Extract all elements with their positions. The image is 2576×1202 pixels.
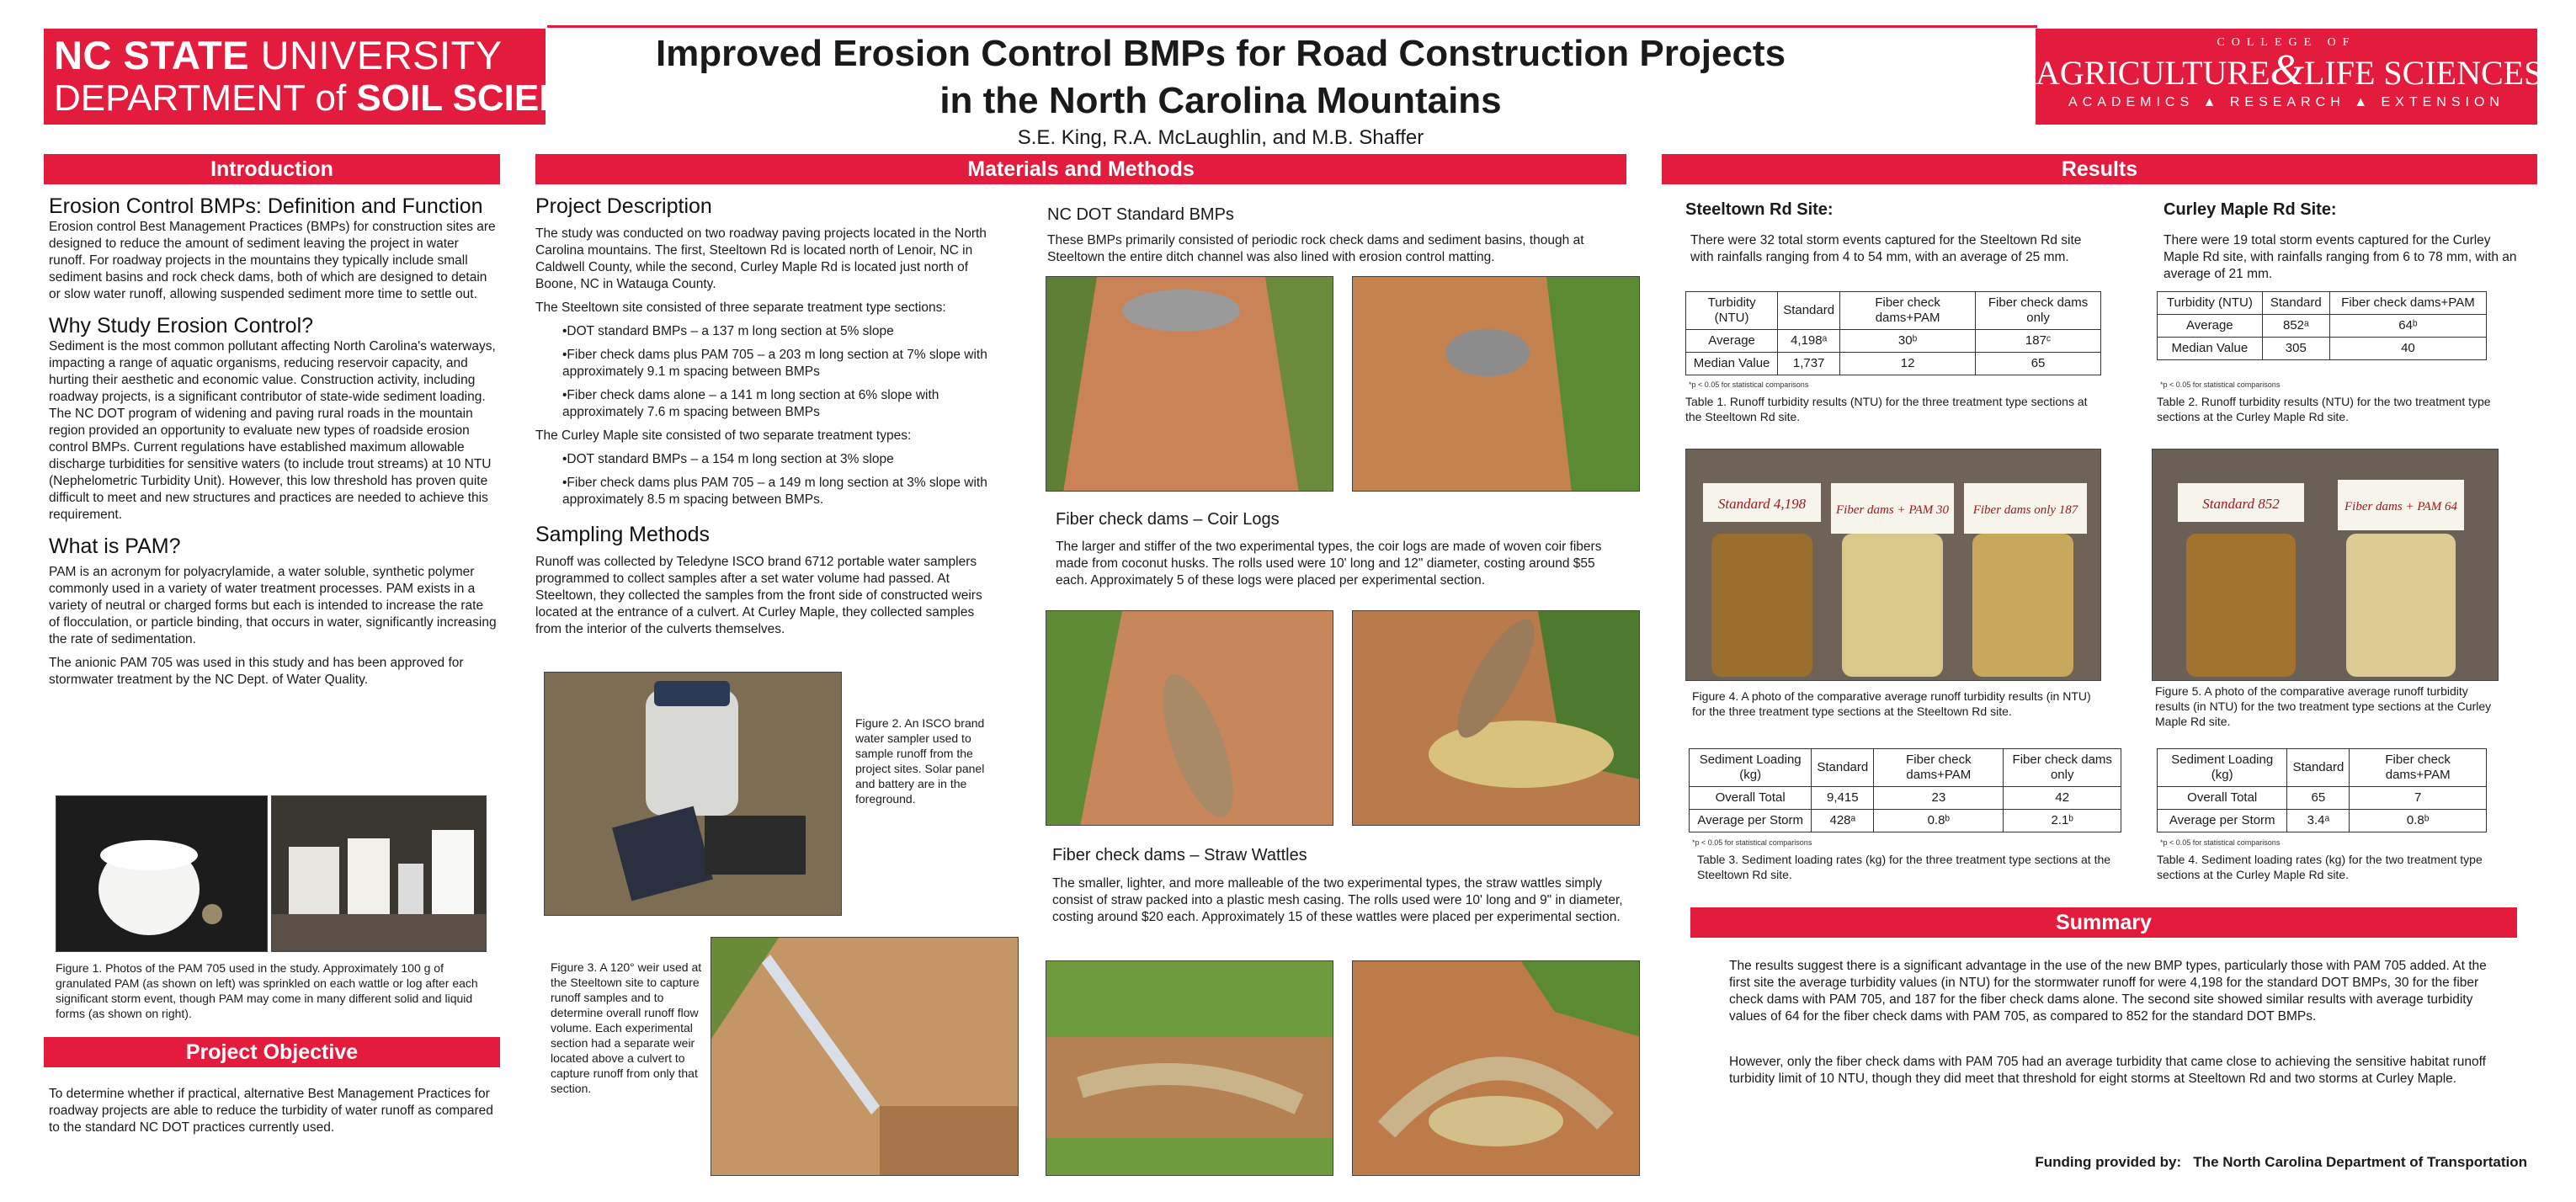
turbidity-jars-image — [1686, 449, 2101, 681]
straw-wattle-photo-2 — [1352, 960, 1640, 1176]
logo-nc-state: NC STATE — [54, 33, 250, 77]
poster-title — [589, 30, 1852, 125]
table-1-caption: Table 1. Runoff turbidity results (NTU) for the three treatment type sections at the Steeltown Rd site. — [1685, 395, 2088, 423]
straw-wattle-image-2 — [1353, 961, 1640, 1176]
objective-text: To determine whether if practical, alternative Best Management Practices for roadway projects are able to reduce the turbidity of water runoff as compared to the standard NC DOT practices currently used. — [49, 1087, 493, 1135]
table-cell: 1,737 — [1778, 353, 1840, 375]
table-cell: Fiber check dams+PAM — [1840, 292, 1976, 330]
steeltown-heading: Steeltown Rd Site: — [1685, 200, 1834, 219]
table-3-note: *p < 0.05 for statistical comparisons — [1692, 838, 1812, 847]
pam-jar-image — [56, 796, 268, 952]
table-cell: Average per Storm — [1690, 810, 1812, 832]
steeltown-item-1: •DOT standard BMPs – a 137 m long section at 5% slope — [562, 324, 894, 338]
logo-department: DEPARTMENT of — [54, 77, 357, 119]
straw-wattle-heading: Fiber check dams – Straw Wattles — [1052, 846, 1307, 864]
table-cell: 40 — [2329, 338, 2486, 360]
table-2-caption: Table 2. Runoff turbidity results (NTU) for the two treatment type sections at the Curley Maple Rd site. — [2157, 395, 2491, 423]
methods-text-description: The study was conducted on two roadway paving projects located in the North Carolina mountains. The first, Steeltown Rd is located north of Lenoir, NC in Caldwell County, while the second, Curley Maple Rd is located just north of Boone, NC in Watauga County. — [535, 226, 987, 291]
table-2-note: *p < 0.05 for statistical comparisons — [2160, 380, 2281, 389]
table-cell: Average — [2158, 315, 2263, 338]
intro-text-pam-705: The anionic PAM 705 was used in this study and has been approved for stormwater treatment by the NC Dept. of Water Quality. — [49, 656, 464, 687]
straw-wattle-image-1 — [1046, 961, 1333, 1176]
logo-soil-science: SOIL SCIENCE — [356, 77, 618, 119]
rock-check-dam-image-2 — [1353, 277, 1640, 492]
title-line-2: in the North Carolina Mountains — [939, 80, 1502, 121]
methods-text-curley: The Curley Maple site consisted of two separate treatment types: — [535, 428, 912, 443]
cals-life-sciences: LIFE SCIENCES — [2304, 54, 2543, 92]
coir-log-photo-1 — [1046, 610, 1333, 826]
summary-text-1: The results suggest there is a significant advantage in the use of the new BMP types, particularly those with PAM 705 added. At the first site the average turbidity values (in NTU) for the stormwater runoff for were 4,198 for the standard DOT BMPs, 30 for the fiber check dams with PAM 705, and 187 for the fiber check dams alone. The second site showed similar results with average turbidity values of 64 for the fiber check dams with PAM 705, as compared to 852 for the standard DOT BMPs. — [1729, 959, 2487, 1024]
table-cell: Sediment Loading (kg) — [1690, 749, 1812, 787]
jar-label-pam-curley: Fiber dams + PAM 64 — [2344, 500, 2458, 513]
table-cell: Average per Storm — [2158, 810, 2287, 832]
table-cell: Median Value — [2158, 338, 2263, 360]
coir-log-image-1 — [1046, 611, 1333, 826]
table-row — [1686, 292, 2101, 330]
methods-text-steeltown: The Steeltown site consisted of three separate treatment type sections: — [535, 300, 946, 315]
table-2-turbidity-curley — [2157, 291, 2487, 360]
funding-line — [1936, 1153, 2527, 1172]
pam-granules-photo — [56, 795, 268, 952]
table-cell: 23 — [1874, 787, 2004, 810]
cals-logo — [2036, 29, 2543, 125]
pam-containers-image — [272, 796, 487, 952]
turbidity-jars-image-2 — [2153, 449, 2499, 681]
top-rule — [547, 25, 2037, 28]
table-cell: Standard — [1812, 749, 1874, 787]
table-row — [1686, 330, 2101, 353]
table-cell: 2.1ᵇ — [2004, 810, 2121, 832]
intro-text-definition: Erosion control Best Management Practices (BMPs) for construction sites are designed to reduce the amount of sediment leaving the project in water runoff. For roadway projects in the mountains they typically include small sediment basins and rock check dams, both of which are designed to detain or slow water runoff, allowing suspended sediment more time to settle out. — [49, 220, 496, 301]
table-1-note: *p < 0.05 for statistical comparisons — [1689, 380, 1809, 389]
jar-label-standard: Standard 4,198 — [1717, 496, 1807, 512]
table-cell: 65 — [1976, 353, 2101, 375]
methods-heading-sampling: Sampling Methods — [535, 523, 711, 546]
ncsu-logo — [44, 29, 618, 125]
methods-text-sampling: Runoff was collected by Teledyne ISCO brand 6712 portable water samplers programmed to collect samples after a set water volume had passed. At Steeltown, they collected the samples from the front side of constructed weirs located at the entrance of a culvert. At Curley Maple, they collected samples from the interior of the culverts themselves. — [535, 555, 982, 636]
table-cell: 64ᵇ — [2329, 315, 2486, 338]
table-cell: Fiber check dams+PAM — [1874, 749, 2004, 787]
funding-label: Funding provided by: — [2035, 1154, 2182, 1170]
table-row — [2158, 338, 2487, 360]
table-row — [1690, 810, 2121, 832]
methods-heading-description: Project Description — [535, 194, 712, 218]
jar-label-standard-curley: Standard 852 — [2202, 496, 2280, 512]
cals-tagline: ACADEMICS ▲ RESEARCH ▲ EXTENSION — [2068, 95, 2504, 109]
intro-text-pam: PAM is an acronym for polyacrylamide, a water soluble, synthetic polymer commonly used in a variety of water treatment processes. PAM exists in a variety of neutral or charged forms but each is intended to increase the rate of flocculation, or particle binding, that occurs in water, significantly increasing the rate of sedimentation. — [49, 565, 497, 646]
jar-label-only: Fiber dams only 187 — [1972, 503, 2078, 517]
coir-log-heading: Fiber check dams – Coir Logs — [1056, 510, 1280, 529]
figure-1-caption: Figure 1. Photos of the PAM 705 used in the study. Approximately 100 g of granulated PAM (as shown on left) was sprinkled on each wattle or log after each significant storm event, though PAM may come in many different solid and liquid forms (as shown on right). — [56, 961, 478, 1020]
intro-heading-definition: Erosion Control BMPs: Definition and Function — [49, 194, 483, 218]
table-cell: 42 — [2004, 787, 2121, 810]
dot-bmp-heading: NC DOT Standard BMPs — [1047, 205, 1234, 224]
table-4-note: *p < 0.05 for statistical comparisons — [2160, 838, 2281, 847]
intro-column — [49, 194, 497, 689]
figure-2-caption: Figure 2. An ISCO brand water sampler used to sample runoff from the project sites. Solar panel and battery are in the foreground. — [855, 716, 985, 806]
jar-label-pam: Fiber dams + PAM 30 — [1835, 503, 1950, 517]
straw-wattle-text: The smaller, lighter, and more malleable of the two experimental types, the straw wattles simply consist of straw packed into a plastic mesh casing. The rolls used were 10' long and 9" in diameter, costing around $20 each. Approximately 15 of these wattles were placed per experimental section. — [1052, 876, 1623, 924]
table-cell: 12 — [1840, 353, 1976, 375]
table-cell: Standard — [2287, 749, 2350, 787]
table-cell: Turbidity (NTU) — [2158, 292, 2263, 315]
dot-bmp-photo-2 — [1352, 276, 1640, 492]
summary-header: Summary — [1690, 907, 2517, 938]
table-cell: Turbidity (NTU) — [1686, 292, 1778, 330]
curley-heading: Curley Maple Rd Site: — [2164, 200, 2337, 219]
results-header: Results — [1662, 154, 2537, 184]
intro-heading-why: Why Study Erosion Control? — [49, 314, 314, 338]
rock-check-dam-image-1 — [1046, 277, 1333, 492]
table-cell: 852ᵃ — [2262, 315, 2329, 338]
table-row — [2158, 292, 2487, 315]
table-cell: Overall Total — [1690, 787, 1812, 810]
table-cell: Fiber check dams+PAM — [2350, 749, 2487, 787]
curley-item-2: •Fiber check dams plus PAM 705 – a 149 m long section at 3% slope with approximately 8.5 m spacing between BMPs. — [562, 476, 987, 507]
table-cell: Fiber check dams only — [2004, 749, 2121, 787]
table-cell: Standard — [1778, 292, 1840, 330]
objective-header: Project Objective — [44, 1037, 500, 1067]
curley-item-1: •DOT standard BMPs – a 154 m long section at 3% slope — [562, 452, 894, 466]
title-line-1: Improved Erosion Control BMPs for Road Construction Projects — [655, 33, 1786, 74]
cals-agriculture: AGRICULTURE — [2036, 54, 2270, 92]
table-row — [1686, 353, 2101, 375]
table-cell: 30ᵇ — [1840, 330, 1976, 353]
table-row — [1690, 787, 2121, 810]
cals-ampersand: & — [2270, 46, 2304, 94]
isco-sampler-image — [545, 673, 842, 916]
steeltown-summary: There were 32 total storm events captured for the Steeltown Rd site with rainfalls ranging from 4 to 54 mm, with an average of 25 mm. — [1690, 233, 2082, 264]
table-row — [2158, 749, 2487, 787]
table-cell: Fiber check dams only — [1976, 292, 2101, 330]
table-cell: Average — [1686, 330, 1778, 353]
table-cell: 428ᵃ — [1812, 810, 1874, 832]
figure-4-caption: Figure 4. A photo of the comparative average runoff turbidity results (in NTU) for the three treatment type sections at the Steeltown Rd site. — [1692, 689, 2091, 718]
table-cell: 65 — [2287, 787, 2350, 810]
table-cell: Sediment Loading (kg) — [2158, 749, 2287, 787]
table-cell: 0.8ᵇ — [1874, 810, 2004, 832]
table-cell: 9,415 — [1812, 787, 1874, 810]
table-cell: Standard — [2262, 292, 2329, 315]
figure-3-caption: Figure 3. A 120° weir used at the Steeltown site to capture runoff samples and to determine overall runoff flow volume. Each experimental section had a separate weir located above a culvert to capture runoff from only that section. — [551, 960, 702, 1095]
figure-5-caption: Figure 5. A photo of the comparative average runoff turbidity results (in NTU) for the two treatment type sections at the Curley Maple Rd site. — [2155, 684, 2492, 728]
coir-log-photo-2 — [1352, 610, 1640, 826]
curley-summary: There were 19 total storm events captured for the Curley Maple Rd site, with rainfalls ranging from 6 to 78 mm, with an average of 21 mm. — [2164, 233, 2517, 281]
table-4-sediment-curley — [2157, 748, 2487, 832]
intro-heading-pam: What is PAM? — [49, 535, 181, 558]
table-row — [1690, 749, 2121, 787]
table-row — [2158, 810, 2487, 832]
isco-sampler-photo — [544, 672, 842, 916]
table-cell: Median Value — [1686, 353, 1778, 375]
steeltown-item-3: •Fiber check dams alone – a 141 m long section at 6% slope with approximately 7.6 m spacing between BMPs — [562, 388, 939, 419]
cals-college-of: COLLEGE OF — [2217, 36, 2356, 49]
table-4-caption: Table 4. Sediment loading rates (kg) for the two treatment type sections at the Curley Maple Rd site. — [2157, 853, 2483, 881]
table-cell: 7 — [2350, 787, 2487, 810]
table-cell: 305 — [2262, 338, 2329, 360]
methods-header: Materials and Methods — [535, 154, 1626, 184]
table-cell: Overall Total — [2158, 787, 2287, 810]
steeltown-jars-photo — [1685, 449, 2101, 681]
table-cell: 4,198ᵃ — [1778, 330, 1840, 353]
coir-log-image-2 — [1353, 611, 1640, 826]
coir-log-text: The larger and stiffer of the two experimental types, the coir logs are made of woven coir fibers made from coconut husks. The rolls used were 10' long and 12" diameter, costing around $55 each. Approximately 5 of these logs were placed per experimental section. — [1056, 540, 1602, 588]
curley-jars-photo — [2152, 449, 2499, 681]
table-row — [2158, 315, 2487, 338]
authors: S.E. King, R.A. McLaughlin, and M.B. Shaffer — [1017, 126, 1424, 149]
table-cell: 3.4ᵃ — [2287, 810, 2350, 832]
dot-bmp-photo-1 — [1046, 276, 1333, 492]
table-cell: Fiber check dams+PAM — [2329, 292, 2486, 315]
dot-bmp-text: These BMPs primarily consisted of periodic rock check dams and sediment basins, though at Steeltown the entire ditch channel was also lined with erosion control matting. — [1047, 233, 1584, 264]
intro-text-why: Sediment is the most common pollutant affecting North Carolina's waterways, impacting a range of aquatic organisms, reducing reservoir capacity, and hurting their aesthetic and economic value. Construction activity, including roadway projects, is a significant contributor of state-wide sediment loading. The NC DOT program of widening and paving rural roads in the mountain region provided an opportunity to evaluate new types of roadside erosion control BMPs. Current regulations have established maximum allowable discharge turbidities for sensitive waters (to include trout streams) at 10 NTU (Nephelometric Turbidity Unit). However, this low threshold has proven quite difficult to meet and new structures and practices are needed to achieve this requirement. — [49, 339, 496, 522]
weir-photo — [711, 937, 1019, 1176]
table-3-sediment-steeltown — [1689, 748, 2121, 832]
weir-image — [711, 938, 1019, 1176]
summary-text-2: However, only the fiber check dams with PAM 705 had an average turbidity that came close to achieving the sensitive habitat runoff turbidity limit of 10 NTU, though they did meet that threshold for eight storms at Steeltown Rd and two storms at Curley Maple. — [1729, 1055, 2486, 1086]
table-3-caption: Table 3. Sediment loading rates (kg) for the three treatment type sections at the Steeltown Rd site. — [1697, 853, 2111, 881]
table-cell: 0.8ᵇ — [2350, 810, 2487, 832]
table-row — [2158, 787, 2487, 810]
pam-products-photo — [271, 795, 487, 952]
logo-university: UNIVERSITY — [249, 33, 503, 77]
methods-left-column — [535, 194, 997, 638]
intro-header: Introduction — [44, 154, 500, 184]
funding-org: The North Carolina Department of Transportation — [2193, 1154, 2527, 1170]
table-1-turbidity-steeltown — [1685, 291, 2101, 375]
straw-wattle-photo-1 — [1046, 960, 1333, 1176]
table-cell: 187ᶜ — [1976, 330, 2101, 353]
steeltown-item-2: •Fiber check dams plus PAM 705 – a 203 m long section at 7% slope with approximately 9.1 m spacing between BMPs — [562, 348, 987, 379]
